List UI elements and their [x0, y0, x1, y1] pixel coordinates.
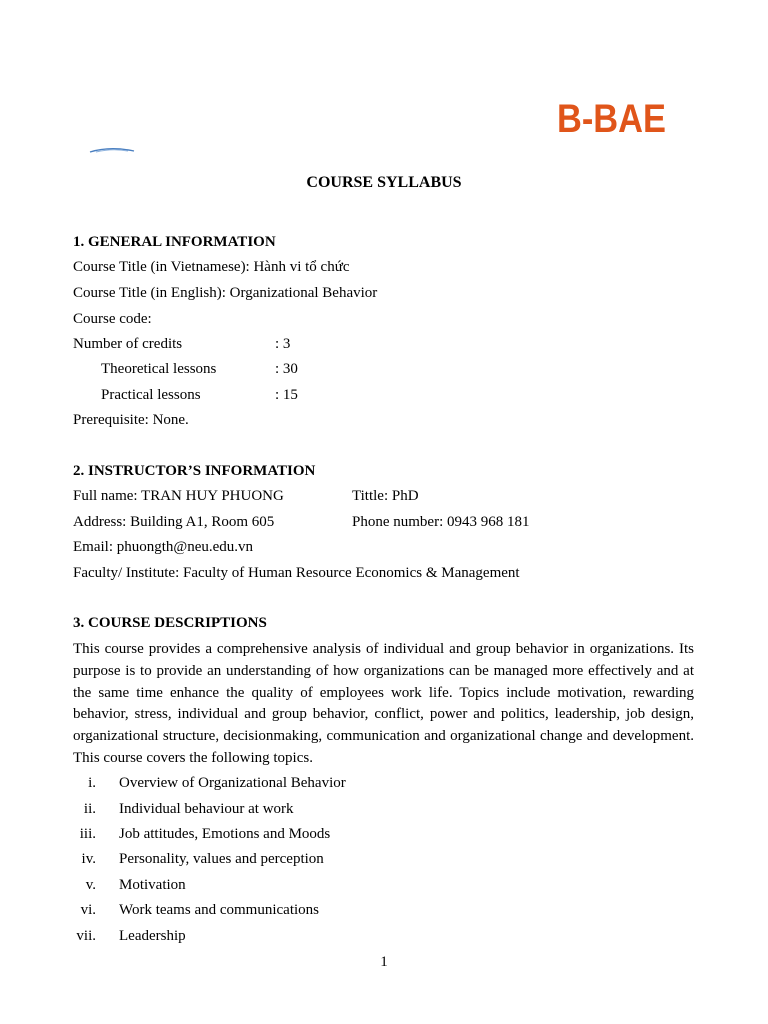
topic-item: Personality, values and perception — [119, 851, 324, 867]
logo-text: B-BAE — [557, 97, 666, 141]
topic-number: ii. — [83, 801, 96, 817]
course-code: Course code: — [73, 311, 152, 327]
topic-number: v. — [85, 877, 96, 893]
instructor-address: Address: Building A1, Room 605 — [73, 514, 275, 530]
topic-item: Job attitudes, Emotions and Moods — [119, 826, 331, 842]
theory-label: Theoretical lessons — [101, 361, 217, 377]
topic-item: Individual behaviour at work — [119, 801, 294, 817]
topic-number: iii. — [79, 826, 96, 842]
topic-item: Overview of Organizational Behavior — [119, 775, 346, 791]
theory-value: : 30 — [275, 361, 298, 377]
document-title: COURSE SYLLABUS — [306, 174, 462, 191]
section-heading-instructor: 2. INSTRUCTOR’S INFORMATION — [73, 463, 316, 479]
course-title-en: Course Title (in English): Organizational Behavior — [73, 285, 378, 301]
instructor-faculty: Faculty/ Institute: Faculty of Human Resource Economics & Management — [73, 565, 520, 581]
section-heading-general: 1. GENERAL INFORMATION — [73, 234, 276, 250]
topic-number: iv. — [81, 851, 96, 867]
credits-label: Number of credits — [73, 336, 183, 352]
topic-number: vi. — [80, 902, 96, 918]
topic-number: i. — [88, 775, 96, 791]
section-heading-description: 3. COURSE DESCRIPTIONS — [73, 615, 267, 631]
instructor-title: Tittle: PhD — [352, 488, 419, 504]
page-number: 1 — [380, 954, 388, 970]
swoosh-logo-icon — [88, 144, 136, 154]
course-title-vn: Course Title (in Vietnamese): Hành vi tổ chức — [73, 259, 350, 275]
topic-item: Leadership — [119, 928, 186, 944]
practical-label: Practical lessons — [101, 387, 201, 403]
credits-value: : 3 — [275, 336, 291, 352]
topic-item: Motivation — [119, 877, 186, 893]
instructor-phone: Phone number: 0943 968 181 — [352, 514, 530, 530]
instructor-email: Email: phuongth@neu.edu.vn — [73, 539, 254, 555]
instructor-fullname: Full name: TRAN HUY PHUONG — [73, 488, 284, 504]
practical-value: : 15 — [275, 387, 298, 403]
prerequisite: Prerequisite: None. — [73, 412, 189, 428]
course-description-paragraph: This course provides a comprehensive analysis of individual and group behavior in organizations. Its purpose is to provide an understanding of how organizations can be managed more effectively and at the same time enhance the quality of employees work life. Topics include motivation, rewarding behavior, stress, individual and group behavior, conflict, power and politics, leadership, job design, organizational structure, decisionmaking, communication and organizational change and development. This course covers the following topics. — [73, 641, 694, 766]
topic-item: Work teams and communications — [119, 902, 319, 918]
topic-number: vii. — [76, 928, 96, 944]
